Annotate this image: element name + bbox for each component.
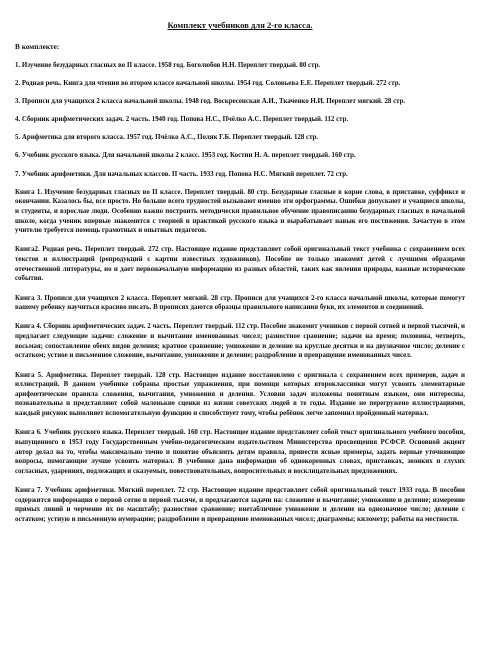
book-list-item: 5. Арифметика для второго класса. 1957 год. Пчёлко А.С., Поляк Г.Б. Переплет твердый. 128 стр. (15, 134, 319, 142)
book-list-item: 3. Прописи для учащихся 2 класса начальной школы. 1948 год. Воскресенская А.И., Ткаченко Н.И. Переплет мягкий. 28 стр. (15, 98, 406, 106)
book-list-item: 4. Сборник арифметических задач. 2 часть. 1940 год. Попова Н.С., Пчёлко А.С. Переплет твердый. 112 стр. (15, 116, 349, 124)
book-description: Книга 6. Учебник русского языка. Переплет твердый. 160 стр. Настоящее издание представляет собой текст оригинального учебного пособия, выпущенного в 1953 году Государственным учебно-педагогическим издательством Министерства просвещения РСФСР. Основной акцент автор делал на то, чтобы максимально точно и понятно объяснить детям правила, привести ясные примеры, задать верные уточняющие вопросы, помогающие лучше усвоить материал. В учебнике дана информация об однокоренных словах, приставках, звонких и глухих согласных, ударениях, подлежащих и сказуемых, повествовательных, вопросительных и восклицательных предложениях. (15, 429, 465, 475)
book-list (15, 61, 465, 179)
book-descriptions (15, 188, 465, 525)
in-set-label: В комплекте: (15, 42, 60, 51)
book-description: Книга 3. Прописи для учащихся 2 класса. Переплет мягкий. 28 стр. Прописи для учащихся 2-го класса начальной школы, которые помогут вашему ребенку научиться красиво писать. В прописях даются образцы правильного написания букв, их элементов и соединений. (15, 294, 465, 312)
book-list-item: 7. Учебник арифметики. Для начальных классов. II часть. 1933 год. Попова Н.С. Мягкий переплет. 72 стр. (15, 170, 348, 178)
book-description: Книга2. Родная речь. Переплет твердый. 272 стр. Настоящее издание представляет собой оригинальный текст учебника с сохранением всех текстов и иллюстраций (репродукций с картин известных художников). Пособие не только знакомит детей с лучшими образцами отечественной литературы, но и дает первоначальную информацию из разных областей, таких как явления природы, важные исторические события. (15, 246, 465, 283)
book-description: Книга 5. Арифметика. Переплет твердый. 128 стр. Настоящее издание восстановлено с оригинала с сохранением всех примеров, задач и иллюстраций. В данном учебнике собраны простые упражнения, при помощи которых второклассники могут усвоить элементарные арифметические правила сложения, вычитания, умножения и деления. Условия задач изложены понятным языком, они интересны, познавательны и представляют собой маленькие сценки из жизни советских людей в те годы. Издание не перегружено иллюстрациями, каждый рисунок выполняет вспомогательную функцию и способствует тому, чтобы ребёнок легче запомнил пройденный материал. (15, 371, 465, 418)
book-description: Книга 1. Изучение безударных гласных во II классе. Переплет твердый. 80 стр. Безударные гласные в корне слова, в приставке, суффиксе и окончании. Казалось бы, все просто. Но больше всего трудностей вызывают именно эти орфограммы. Ошибки допускают и учащиеся школы, и студенты, и взрослые люди. Особенно важно построить методически правильное обучение правописанию безударных гласных в начальной школе, когда ученик впервые знакомится с теорией и практикой русского языка и вырабатывает навык его постижения. Зачастую в этом учителю требуется помощь грамотных и опытных педагогов. (15, 188, 465, 235)
book-description: Книга 7. Учебник арифметики. Мягкий переплет. 72 стр. Настоящее издание представляет собой оригинальный текст 1933 года. В пособии содержится информация о первой сотне и первой тысяче, и предлагаются задачи на: сложение и вычитание; умножение и деление; измерение прямых линий и черчение их по масштабу; разностное сравнение; внетабличное умножение и деление на однозначное число; деление с остатком; устную и письменную нумерацию; раздробление и превращение именованных чисел; диаграммы; километр; работы на местности. (15, 487, 465, 524)
book-list-item: 1. Изучение безударных гласных во II классе. 1958 год. Боголюбов Н.Н. Переплет твердый. 80 стр. (15, 62, 321, 69)
book-list-item: 2. Родная речь. Книга для чтения во втором классе начальной школы. 1954 год. Соловьева Е.Е. Переплет твердый. 272 стр. (15, 80, 401, 88)
document-title: Комплект учебников для 2-го класса. (167, 20, 313, 30)
book-description: Книга 4. Сборник арифметических задач. 2 часть. Переплет твердый. 112 стр. Пособие знакомит учеников с первой сотней и первой тысячей, и предлагает следующие задачи: сложение и вычитание именованных чисел; разностное сравнение; задачи на время; половина, четверть, восьмая; сопоставление обеих видов деления; кратное сравнение; умножение и деление на круглые десятки и на двузначное число; деление с остатком; устное и письменное сложение, вычитание, умножение и деление; раздробление и превращение именованных чисел. (15, 323, 465, 360)
book-list-item: 6. Учебник русского языка. Для начальной школы 2 класс. 1953 год. Костин Н. А. переплет твердый. 160 стр. (15, 152, 356, 160)
